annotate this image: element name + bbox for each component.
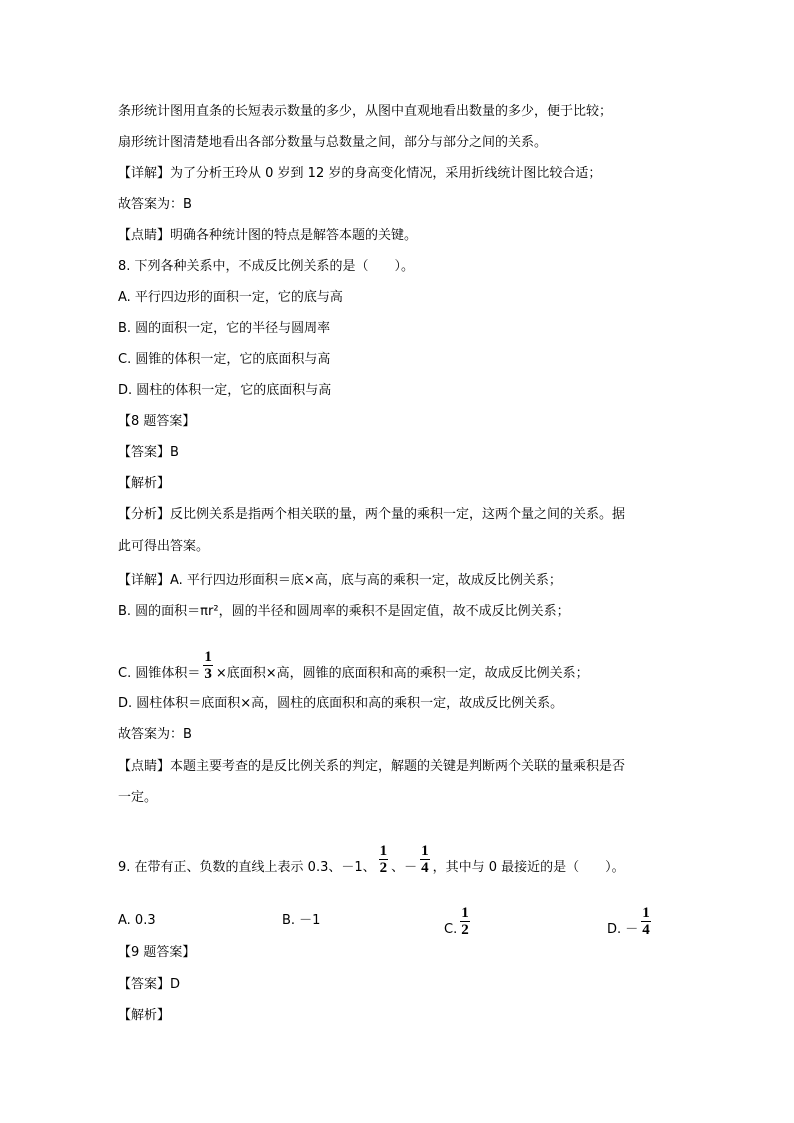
text-line: 【8 题答案】 [118, 414, 196, 429]
option-a: A. 0.3 [118, 913, 156, 928]
numerator: 1 [379, 843, 388, 859]
question-9 [118, 843, 625, 884]
text-line: B. 圆的面积＝πr²，圆的半径和圆周率的乘积不是固定值，故不成反比例关系； [118, 604, 570, 619]
text-line: B. 圆的面积一定，它的半径与圆周率 [118, 321, 331, 336]
numerator: 1 [461, 905, 469, 921]
option-b: B. －1 [282, 913, 321, 928]
numerator: 1 [421, 843, 429, 859]
answer-line-c [118, 649, 589, 690]
text-line: 扇形统计图清楚地看出各部分数量与总数量之间，部分与部分之间的关系。 [118, 135, 548, 150]
text: 、－ [391, 860, 418, 875]
text-line: 【点睛】本题主要考查的是反比例关系的判定，解题的关键是判断两个关联的量乘积是否 [118, 759, 626, 774]
fraction [379, 843, 389, 876]
denominator: 4 [642, 922, 650, 938]
fraction [460, 905, 470, 938]
text-line: 【答案】D [118, 977, 181, 992]
text-line: A. 平行四边形的面积一定，它的底与高 [118, 290, 343, 305]
text: 9. 在带有正、负数的直线上表示 0.3、－1、 [118, 860, 376, 875]
denominator: 4 [421, 860, 429, 876]
text-line: 【答案】B [118, 445, 179, 460]
text-line: 【点睛】明确各种统计图的特点是解答本题的关键。 [118, 228, 418, 243]
fraction [203, 649, 213, 682]
text: ×底面积×高，圆锥的底面积和高的乘积一定，故成反比例关系； [215, 666, 589, 681]
denominator: 2 [461, 922, 469, 938]
option-d [607, 905, 654, 946]
numerator: 1 [642, 905, 650, 921]
text-line: 一定。 [118, 790, 158, 805]
text-line: 【分析】反比例关系是指两个相关联的量，两个量的乘积一定，这两个量之间的关系。据 [118, 507, 626, 522]
text-line: C. 圆锥的体积一定，它的底面积与高 [118, 352, 331, 367]
text-line: D. 圆柱体积＝底面积×高，圆柱的底面积和高的乘积一定，故成反比例关系。 [118, 696, 564, 711]
text-line: 故答案为：B [118, 727, 192, 742]
text-line: 8. 下列各种关系中，不成反比例关系的是（ ）。 [118, 259, 415, 274]
text-line: D. 圆柱的体积一定，它的底面积与高 [118, 383, 332, 398]
text: C. [444, 922, 458, 937]
option-c [444, 905, 473, 946]
text: ，其中与 0 最接近的是（ ）。 [432, 860, 625, 875]
text: C. 圆锥体积＝ [118, 666, 201, 681]
fraction [420, 843, 430, 876]
text-line: 【解析】 [118, 1008, 171, 1023]
text-line: 【9 题答案】 [118, 945, 196, 960]
denominator: 2 [379, 860, 388, 876]
text-line: 故答案为：B [118, 197, 192, 212]
text-line: 【详解】为了分析王玲从 0 岁到 12 岁的身高变化情况，采用折线统计图比较合适； [118, 166, 602, 181]
denominator: 3 [204, 666, 212, 682]
text-line: 条形统计图用直条的长短表示数量的多少，从图中直观地看出数量的多少，便于比较； [118, 104, 613, 119]
numerator: 1 [204, 649, 212, 665]
text-line: 【详解】A. 平行四边形面积＝底×高，底与高的乘积一定，故成反比例关系； [118, 573, 562, 588]
text-line: 此可得出答案。 [118, 539, 210, 554]
fraction [641, 905, 651, 938]
text-line: 【解析】 [118, 476, 171, 491]
text: D. － [607, 922, 639, 937]
